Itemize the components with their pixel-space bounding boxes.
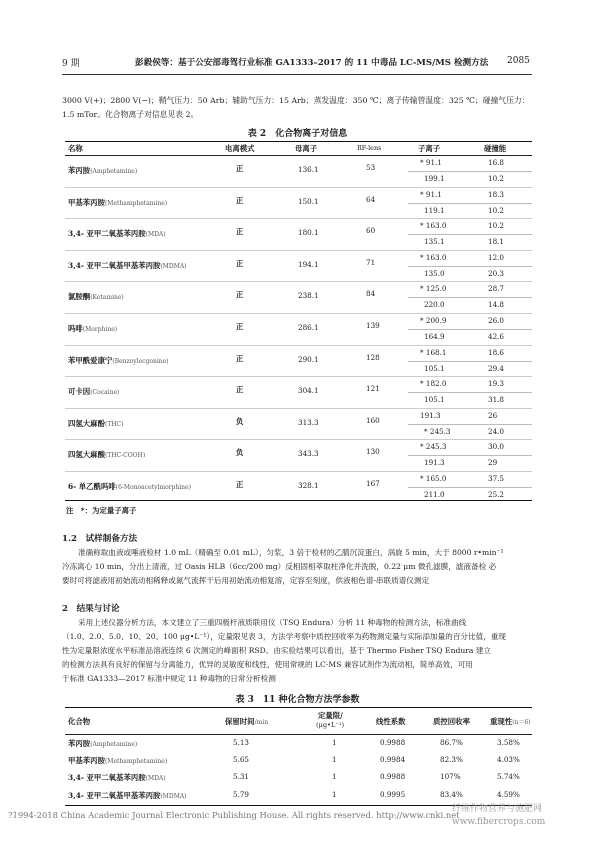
table2-top-rule [65, 141, 532, 142]
table2-row-ce-2: 25.2 [488, 490, 505, 499]
table2-row-daughter-1: * 163.0 [420, 252, 447, 262]
intro-line-2: 1.5 mTor。化合物离子对信息见表 2。 [62, 110, 199, 119]
table2-row-name [68, 197, 167, 208]
table2-row-daughter-2: 199.1 [424, 174, 445, 183]
section-2-line-2: （1.0、2.0、5.0、10、20、100 μg•L⁻¹），定量限见表 3，方法学考察中质控回收率为药物测定量与实际添加量的百分比值，重现 [62, 632, 506, 641]
issue-number: 9 期 [62, 59, 80, 69]
running-title: 彭毅侯等：基于公安部毒驾行业标准 GA1333–2017 的 11 中毒品 LC-MS/MS 检测方法 [135, 58, 489, 68]
table2-row-daughter-1: 191.3 [420, 410, 441, 420]
table3-row-recovery: 107% [440, 772, 461, 782]
table2-row-daughter-1: * 163.0 [420, 221, 447, 231]
table2-subrow-divider [408, 171, 532, 172]
table3-row-compound [68, 755, 167, 766]
table2-row-name [68, 481, 191, 492]
table2-row-mode: 正 [236, 290, 244, 300]
section-1-2-heading: 1.2 试样制备方法 [62, 534, 138, 544]
table2-row-ce-1: 37.5 [488, 474, 505, 483]
table2-subrow-divider [408, 329, 532, 330]
table2-row-daughter-2: * 245.3 [424, 426, 451, 436]
table2-row-ce-2: 29.4 [488, 363, 505, 373]
table2-row-ce-1: 30.0 [488, 442, 505, 452]
table3-header-rule [65, 734, 532, 735]
table2-row-separator [65, 439, 532, 440]
table3-row-recovery: 83.4% [440, 789, 463, 799]
table2-row-parent: 194.1 [298, 259, 319, 269]
table3-row-rsd: 4.03% [497, 755, 520, 765]
table2-row-name-cn: 3,4- 亚甲二氧基甲基苯丙胺 [68, 260, 161, 270]
table2-row-name [68, 323, 117, 334]
table3-header-rsd-unit: (n＝6) [512, 719, 531, 726]
table3-row-compound-en: (Methamphetamine) [104, 758, 168, 766]
table3-header-compound: 化合物 [68, 717, 91, 726]
table2-header-daughter: 子离子 [418, 144, 441, 153]
table2-row-name-cn: 甲基苯丙胺 [68, 197, 105, 207]
table2-row-rflens: 64 [366, 194, 376, 204]
table3-row-compound-en: (MDMA) [160, 792, 187, 800]
table3-header-rsd-label: 重现性 [490, 717, 513, 726]
table3-header-linear: 线性系数 [376, 717, 406, 726]
table2-row-ce-1: 10.2 [488, 221, 505, 231]
table3-row-linear: 0.9984 [380, 755, 406, 765]
table2-row-daughter-1: * 165.0 [420, 474, 447, 483]
table2-row-ce-2: 10.2 [488, 205, 505, 215]
table2-bottom-rule [65, 500, 532, 501]
header-rule [62, 74, 532, 75]
table3-row-rsd: 4.59% [497, 789, 520, 799]
table2-row-daughter-1: * 168.1 [420, 347, 447, 357]
table3-row-linear: 0.9988 [380, 772, 406, 782]
table2-subrow-divider [408, 234, 532, 235]
table2-header-name: 名称 [68, 144, 83, 153]
table2-row-name-cn: 氯胺酮 [68, 292, 91, 302]
table2-row-separator [65, 250, 532, 251]
table3-row-rsd: 3.58% [497, 738, 520, 747]
table2-row-mode: 负 [236, 448, 244, 458]
table2-row-ce-1: 19.3 [488, 379, 505, 389]
table2-row-daughter-1: * 91.1 [420, 158, 442, 167]
table2-row-ce-1: 16.8 [488, 158, 505, 167]
table2-row-daughter-2: 211.0 [424, 490, 445, 499]
section-2-line-5: 于标准 GA1333—2017 标准中规定 11 种毒物的日常分析检测 [62, 674, 276, 683]
table2-row-mode: 正 [236, 353, 244, 363]
table2-row-name-en: (THC) [104, 420, 124, 428]
table2-row-separator [65, 187, 532, 188]
table2-row-parent: 150.1 [298, 196, 319, 206]
table2-note: 注 *：为定量子离子 [66, 506, 137, 515]
table2-subrow-divider [408, 203, 532, 204]
table2-row-parent: 328.1 [298, 481, 319, 490]
table2-row-parent: 290.1 [298, 354, 319, 364]
intro-line-1: 3000 V(+)；2800 V(−)；鞘气压力：50 Arb；辅助气压力：15 Arb；蒸发温度：350 ℃；离子传输管温度：325 ℃；碰撞气压力： [62, 96, 530, 105]
table3-caption: 表 3 11 种化合物方法学参数 [235, 695, 360, 705]
table2-row-name-en: (THC-COOH) [104, 452, 146, 460]
table2-row-ce-2: 18.1 [488, 237, 505, 247]
table2-row-separator [65, 471, 532, 472]
section-1-2-line-1: 准确称取血液或唾液检材 1.0 mL（精确至 0.01 mL），匀浆，3 倍于检材的乙腈沉淀蛋白，涡旋 5 min，大于 8000 r•min⁻¹ [78, 548, 504, 557]
table2-row-ce-2: 31.8 [488, 395, 505, 405]
table2-row-daughter-1: * 182.0 [420, 379, 447, 389]
table2-subrow-divider [408, 392, 532, 393]
table2-row-mode: 正 [236, 322, 244, 331]
table2-subrow-divider [408, 455, 532, 456]
table2-row-ce-1: 12.0 [488, 252, 505, 262]
table3-row-recovery: 82.3% [440, 755, 463, 765]
table2-row-daughter-1: * 125.0 [420, 284, 447, 294]
table2-row-name-en: (Ketamine) [90, 294, 124, 302]
table3-row-rsd: 5.74% [497, 772, 520, 782]
section-1-2-line-2: 冷冻离心 10 min，分出上清液，过 Oasis HLB（6cc/200 mg）反相固相萃取柱净化并洗脱，0.22 μm 微孔滤膜，滤液备检 必 [62, 562, 497, 571]
table3-header-loq-unit: (μg•L⁻¹) [316, 721, 345, 729]
section-2-line-4: 的检测方法具有良好的保留与分离能力，优异的灵敏度和线性，使用常规的 LC-MS 兼容试剂作为流动相，简单高效，可用 [62, 660, 473, 669]
table2-row-daughter-2: 119.1 [424, 205, 445, 215]
table2-row-daughter-2: 220.0 [424, 300, 445, 310]
table2-row-separator [65, 376, 532, 377]
table2-row-rflens: 167 [366, 479, 380, 488]
table3-row-compound [68, 790, 187, 801]
table2-row-name-en: (MDMA) [160, 262, 187, 270]
table2-row-daughter-2: 164.9 [424, 332, 445, 341]
table2-row-name [68, 165, 137, 176]
table2-row-name-cn: 四氢大麻酚 [68, 418, 105, 428]
table2-row-ce-1: 28.7 [488, 284, 505, 294]
table2-row-parent: 136.1 [298, 165, 319, 174]
table3-header-rsd [490, 716, 531, 727]
watermark: 纤维作物营养与施肥网 www.fibercrops.com [452, 804, 546, 827]
table3-row-loq: 1 [332, 738, 337, 747]
table2-row-daughter-1: * 200.9 [420, 316, 447, 325]
table2-row-daughter-1: * 91.1 [420, 189, 442, 199]
table3-row-loq: 1 [332, 772, 337, 782]
table3-row-compound-cn: 3,4- 亚甲二氧基苯丙胺 [68, 773, 146, 783]
table2-row-name-en: (MDA) [145, 231, 166, 239]
table3-row-rt: 5.13 [233, 738, 250, 747]
table2-row-parent: 238.1 [298, 291, 319, 301]
table2-row-daughter-2: 105.1 [424, 395, 445, 405]
table2-row-daughter-2: 135.1 [424, 237, 445, 247]
table3-row-compound [68, 772, 166, 783]
table2-row-name-en: (Amphetamine) [90, 168, 138, 175]
table3-row-rt: 5.31 [233, 772, 250, 782]
table2-row-ce-1: 26 [488, 410, 498, 420]
table2-row-separator [65, 313, 532, 314]
table2-row-rflens: 130 [366, 447, 380, 457]
table2-row-rflens: 53 [366, 163, 376, 172]
table3-row-rt: 5.79 [233, 789, 250, 799]
table2-row-mode: 正 [236, 480, 244, 489]
table2-row-parent: 286.1 [298, 323, 319, 332]
table3-header-loq: 定量限/ [318, 711, 343, 720]
table2-row-daughter-2: 105.1 [424, 363, 445, 373]
table2-header-rflens: RF-lens [357, 144, 382, 152]
section-2-line-1: 采用上述仪器分析方法，本文建立了三重四极杆液质联用仪（TSQ Endura）分析 11 种毒物的检测方法，标准曲线 [78, 618, 467, 627]
table2-subrow-divider [408, 297, 532, 298]
table2-row-name [68, 228, 166, 239]
table2-row-rflens: 71 [366, 257, 376, 267]
table2-row-daughter-2: 135.0 [424, 268, 445, 278]
table2-row-name-en: (Methamphetamine) [104, 199, 168, 207]
table2-row-separator [65, 218, 532, 219]
table2-subrow-divider [408, 266, 532, 267]
table2-subrow-divider [408, 487, 532, 488]
table2-row-parent: 180.1 [298, 228, 319, 238]
table2-caption: 表 2 化合物离子对信息 [247, 129, 348, 139]
table3-row-linear: 0.9995 [380, 789, 406, 799]
table2-subrow-divider [408, 424, 532, 425]
table2-row-ce-1: 26.0 [488, 316, 505, 325]
table2-row-name-cn: 3,4- 亚甲二氧基苯丙胺 [68, 229, 146, 239]
table3-row-compound-cn: 苯丙胺 [68, 739, 91, 748]
table2-row-ce-2: 10.2 [488, 174, 505, 183]
table2-row-mode: 正 [236, 195, 244, 205]
table2-row-rflens: 160 [366, 415, 380, 425]
table2-row-parent: 313.3 [298, 417, 319, 427]
table2-row-ce-2: 29 [488, 458, 498, 468]
table2-row-separator [65, 281, 532, 282]
page-number: 2085 [507, 56, 530, 66]
table3-row-loq: 1 [332, 755, 337, 765]
table3-row-compound-cn: 甲基苯丙胺 [68, 756, 105, 766]
table2-header-mode: 电离模式 [225, 144, 255, 153]
table2-row-mode: 正 [236, 164, 244, 173]
table3-row-recovery: 86.7% [440, 738, 463, 747]
table2-row-ce-2: 14.8 [488, 300, 505, 310]
table2-row-name [68, 260, 187, 271]
table2-header-parent: 母离子 [295, 144, 318, 153]
table2-row-name [68, 386, 119, 397]
table2-row-name-cn: 可卡因 [68, 387, 91, 397]
table3-row-loq: 1 [332, 789, 337, 799]
table3-row-compound [68, 738, 137, 749]
table3-row-compound-en: (Amphetamine) [90, 741, 138, 748]
table3-row-rt: 5.65 [233, 755, 250, 765]
table2-subrow-divider [408, 361, 532, 362]
section-1-2-line-3: 要时可将滤液用初始流动相稀释或氮气流挥干后用初始流动相复溶，定容至刻度，供液相色谱-串联质谱仪测定 [62, 576, 430, 585]
table2-row-name-en: (Cocaine) [90, 389, 120, 397]
table2-row-mode: 正 [236, 227, 244, 237]
table2-row-daughter-2: 191.3 [424, 458, 445, 468]
section-2-heading: 2 结果与讨论 [62, 604, 120, 614]
table2-row-mode: 正 [236, 258, 244, 268]
table2-row-name [68, 291, 124, 302]
table2-row-name-cn: 四氢大麻酸 [68, 450, 105, 460]
table2-row-name-en: (6-Monoacetylmorphine) [115, 484, 191, 491]
table2-row-name-cn: 吗啡 [68, 324, 83, 333]
table2-row-daughter-1: * 245.3 [420, 442, 447, 452]
table2-row-name-cn: 苯丙胺 [68, 166, 91, 175]
table2-row-ce-2: 24.0 [488, 426, 505, 436]
table2-row-ce-2: 20.3 [488, 268, 505, 278]
table2-header-ce: 碰撞能 [484, 144, 507, 153]
table2-row-rflens: 128 [366, 352, 380, 362]
table2-row-rflens: 139 [366, 321, 380, 330]
table2-row-rflens: 84 [366, 289, 376, 299]
copyright-line: ?1994-2018 China Academic Journal Electronic Publishing House. All rights reserved. http://www.cnki.net [8, 810, 460, 820]
table2-row-ce-2: 42.6 [488, 332, 505, 341]
table3-row-compound-en: (MDA) [145, 775, 166, 783]
table2-row-name-en: (Morphine) [82, 326, 118, 333]
table2-row-separator [65, 345, 532, 346]
table2-row-name-cn: 苯甲酰爱康宁 [68, 355, 113, 365]
table2-row-separator [65, 408, 532, 409]
table3-header-rt-unit: /min [254, 719, 269, 726]
table3-header-recovery: 质控回收率 [433, 717, 470, 726]
table2-header-rule [65, 155, 532, 156]
table3-header-rt [225, 716, 268, 727]
table2-row-parent: 304.1 [298, 386, 319, 396]
table3-header-rt-label: 保留时间 [225, 717, 255, 726]
table2-row-name [68, 449, 145, 460]
section-2-line-3: 性为定量限浓度水平标准品溶液连续 6 次测定的峰面积 RSD。由实验结果可以看出，基于 Thermo Fisher TSQ Endura 建立 [62, 646, 492, 655]
table2-row-name [68, 418, 123, 429]
table2-row-name-cn: 6- 单乙酰吗啡 [68, 482, 116, 491]
table2-row-mode: 正 [236, 385, 244, 395]
table2-row-ce-1: 18.6 [488, 347, 505, 357]
table3-row-linear: 0.9988 [380, 738, 406, 747]
table2-row-name [68, 355, 169, 366]
table2-row-rflens: 121 [366, 384, 380, 394]
table2-row-ce-1: 18.3 [488, 189, 505, 199]
table2-row-name-en: (Benzoylecgonine) [112, 357, 169, 365]
table2-row-rflens: 60 [366, 226, 376, 236]
table3-top-rule [65, 707, 532, 708]
table3-row-compound-cn: 3,4- 亚甲二氧基甲基苯丙胺 [68, 790, 161, 800]
table2-row-parent: 343.3 [298, 449, 319, 459]
table2-row-mode: 负 [236, 416, 244, 426]
